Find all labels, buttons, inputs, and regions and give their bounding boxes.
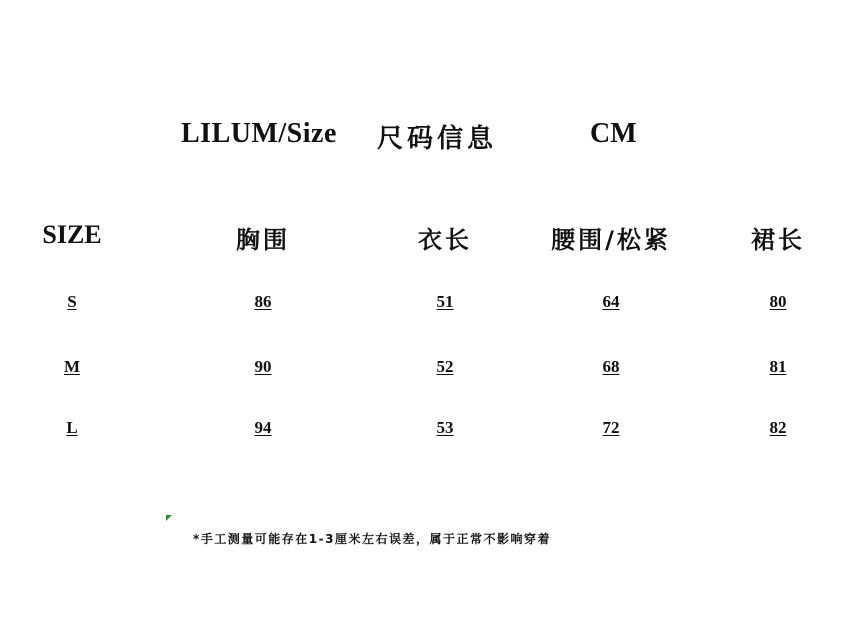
waist-cell: 64 — [602, 292, 620, 311]
skirt-length-cell: 80 — [769, 292, 787, 311]
table-header-row — [0, 220, 843, 256]
waist-cell: 68 — [602, 357, 620, 376]
header-length: 衣长 — [418, 226, 472, 254]
length-cell: 52 — [436, 357, 454, 376]
brand-title: LILUM/Size — [181, 118, 337, 149]
measurement-note: *手工测量可能存在1-3厘米左右误差，属于正常不影响穿着 — [193, 532, 551, 546]
size-cell: L — [66, 418, 78, 437]
bust-cell: 90 — [254, 357, 272, 376]
corner-mark-icon — [166, 515, 172, 521]
waist-cell: 72 — [602, 418, 620, 437]
size-info-title: 尺码信息 — [377, 124, 498, 154]
header-waist: 腰围/松紧 — [551, 226, 671, 254]
length-cell: 53 — [436, 418, 454, 437]
unit-label: CM — [590, 118, 637, 149]
skirt-length-cell: 81 — [769, 357, 787, 376]
skirt-length-cell: 82 — [769, 418, 787, 437]
bust-cell: 94 — [254, 418, 272, 437]
length-cell: 51 — [436, 292, 454, 311]
header-size: SIZE — [42, 220, 102, 249]
size-cell: M — [63, 357, 81, 376]
header-skirt-length: 裙长 — [751, 226, 805, 254]
title-row — [0, 118, 843, 154]
size-cell: S — [67, 292, 77, 311]
header-bust: 胸围 — [236, 226, 290, 254]
bust-cell: 86 — [254, 292, 272, 311]
